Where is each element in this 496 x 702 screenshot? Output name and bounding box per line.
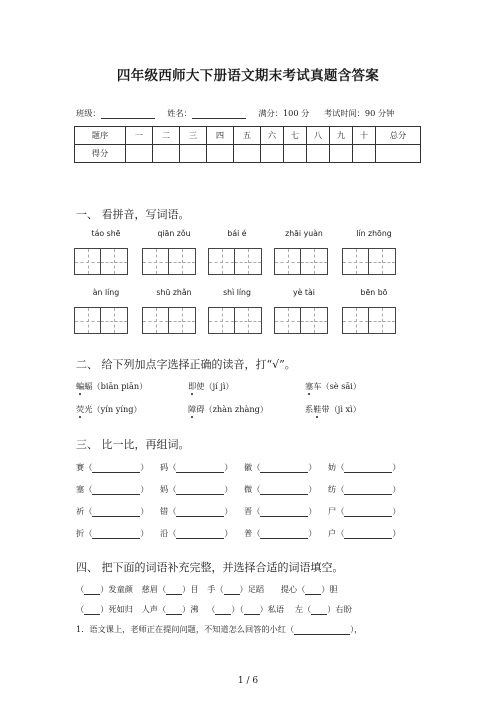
pinyin-label: yè tài	[293, 288, 315, 297]
score-cell[interactable]	[284, 145, 307, 163]
answer-blank[interactable]	[260, 463, 308, 473]
reading-item[interactable]	[188, 381, 234, 392]
idiom-text: ）私语	[259, 604, 285, 614]
compare-item[interactable]: 妨（ ）	[328, 462, 401, 472]
tianzi-pair[interactable]	[142, 248, 196, 275]
compare-char: 尸	[328, 506, 337, 516]
reading-options: 蝠（biān piān）	[84, 381, 148, 391]
score-header-cell: 八	[307, 127, 330, 145]
compare-char: 祈	[76, 506, 85, 516]
tianzi-pair[interactable]	[342, 307, 396, 334]
answer-blank[interactable]	[344, 507, 392, 517]
compare-item[interactable]: 尸（ ）	[328, 506, 401, 516]
compare-item[interactable]: 晋（ ）	[244, 506, 317, 516]
score-header-cell: 十	[353, 127, 376, 145]
score-cell[interactable]	[307, 145, 330, 163]
idiom-text: ）目	[182, 584, 199, 594]
answer-blank[interactable]	[92, 485, 140, 495]
reading-item[interactable]	[76, 404, 142, 415]
tianzi-pair[interactable]	[74, 307, 128, 334]
reading-item[interactable]	[76, 381, 147, 392]
compare-char: 折	[76, 528, 85, 538]
idiom-text: ）沸	[182, 604, 199, 614]
answer-blank[interactable]	[176, 463, 224, 473]
question-text: ），	[350, 624, 363, 634]
compare-char: 纺	[328, 484, 337, 494]
score-cell[interactable]	[234, 145, 261, 163]
answer-blank[interactable]	[84, 585, 100, 595]
info-line	[76, 108, 394, 119]
score-header-cell: 五	[234, 127, 261, 145]
compare-item[interactable]: 塞（ ）	[76, 484, 149, 494]
compare-char: 沿	[160, 528, 169, 538]
compare-item[interactable]: 微（ ）	[244, 484, 317, 494]
answer-blank[interactable]	[215, 605, 231, 615]
reading-options: 使（jí jì）	[196, 381, 234, 391]
compare-item[interactable]: 妈（ ）	[160, 484, 233, 494]
compare-item[interactable]: 码（ ）	[160, 462, 233, 472]
score-cell[interactable]	[261, 145, 284, 163]
score-label: 满分：100 分	[258, 108, 310, 118]
idiom-text: （	[207, 604, 216, 614]
answer-blank[interactable]	[92, 529, 140, 539]
compare-char: 赛	[76, 462, 85, 472]
reading-options: 带（jì xì）	[321, 404, 361, 414]
score-header-cell: 二	[153, 127, 180, 145]
answer-blank[interactable]	[344, 463, 392, 473]
pinyin-label: shū zhǎn	[156, 288, 192, 297]
score-table	[74, 126, 421, 163]
score-header-cell: 总分	[376, 127, 421, 145]
tianzi-pair[interactable]	[74, 248, 128, 275]
idiom-line-2	[76, 604, 352, 615]
score-cell[interactable]	[180, 145, 207, 163]
answer-blank[interactable]	[176, 529, 224, 539]
compare-char: 妈	[160, 484, 169, 494]
score-header-row	[75, 127, 421, 145]
compare-item[interactable]: 沿（ ）	[160, 528, 233, 538]
idiom-text: ）死如归	[100, 604, 133, 614]
answer-blank[interactable]	[166, 605, 182, 615]
compare-item[interactable]: 徽（ ）	[244, 462, 317, 472]
page-title: 四年级西师大下册语文期末考试真题含答案	[116, 68, 380, 84]
score-cell[interactable]	[126, 145, 153, 163]
idiom-line-1	[76, 584, 338, 595]
answer-blank[interactable]	[260, 529, 308, 539]
idiom-text: ）右盼	[327, 604, 352, 614]
pinyin-label: bái é	[227, 229, 247, 238]
page-number: 1 / 6	[237, 676, 259, 686]
answer-blank[interactable]	[244, 605, 260, 615]
idiom-text: 提心（	[280, 584, 306, 594]
idiom-text: ）发童颜	[100, 584, 133, 594]
question-text: 1．语文课上，老师正在提问问题，不知道怎么回答的小红（	[76, 624, 295, 634]
idiom-text: 慈眉（	[141, 584, 167, 594]
idiom-text: 人声（	[141, 604, 167, 614]
idiom-text: ）（	[231, 604, 244, 614]
tianzi-pair[interactable]	[274, 248, 328, 275]
score-cell[interactable]	[353, 145, 376, 163]
compare-item[interactable]: 纺（ ）	[328, 484, 401, 494]
reading-item[interactable]	[305, 404, 361, 415]
plain-char: 系	[305, 404, 314, 414]
tianzi-pair[interactable]	[208, 248, 262, 275]
pinyin-label: qiān zǒu	[157, 229, 191, 238]
compare-item[interactable]: 普（ ）	[244, 528, 317, 538]
time-label: 考试时间：90 分钟	[323, 108, 395, 118]
idiom-text: （	[76, 584, 85, 594]
answer-blank[interactable]	[166, 585, 182, 595]
answer-blank[interactable]	[260, 507, 308, 517]
name-label: 姓名：	[167, 108, 192, 118]
name-blank	[192, 109, 246, 119]
compare-char: 微	[244, 484, 253, 494]
compare-char: 码	[160, 462, 169, 472]
idiom-text: ）足蹈	[239, 584, 265, 594]
tianzi-pair[interactable]	[208, 307, 262, 334]
answer-blank[interactable]	[311, 605, 327, 615]
answer-blank[interactable]	[260, 485, 308, 495]
score-header-cell: 九	[330, 127, 353, 145]
reading-item[interactable]	[305, 381, 361, 392]
pinyin-label: táo shē	[91, 229, 121, 238]
pinyin-label: àn líng	[92, 288, 120, 297]
pinyin-label: zhāi yuàn	[285, 229, 323, 238]
class-blank	[101, 109, 155, 119]
compare-item[interactable]: 户（ ）	[328, 528, 401, 538]
question-line	[76, 624, 362, 635]
idiom-text: ）胆	[321, 584, 338, 594]
tianzi-pair[interactable]	[342, 248, 396, 275]
class-label: 班级：	[76, 108, 101, 118]
answer-blank[interactable]	[344, 485, 392, 495]
score-row-label: 得分	[75, 145, 126, 163]
compare-item[interactable]: 祈（ ）	[76, 506, 149, 516]
compare-char: 晋	[244, 506, 253, 516]
section4-heading: 四、 把下面的词语补充完整，并选择合适的词语填空。	[76, 561, 344, 574]
tianzi-pair[interactable]	[274, 307, 328, 334]
idiom-text: （	[76, 604, 85, 614]
section1-heading: 一、 看拼音，写词语。	[76, 208, 190, 221]
answer-blank[interactable]	[92, 463, 140, 473]
reading-options: 光（yín yíng）	[84, 404, 142, 414]
answer-blank[interactable]	[344, 529, 392, 539]
dotted-char: 蝙	[76, 381, 85, 391]
idiom-text: 手（	[207, 584, 224, 594]
compare-char: 徽	[244, 462, 253, 472]
answer-blank[interactable]	[294, 625, 350, 635]
answer-blank[interactable]	[84, 605, 100, 615]
answer-blank[interactable]	[224, 585, 240, 595]
section2-heading: 二、 给下列加点字选择正确的读音，打“√”。	[76, 358, 296, 371]
score-header-cell: 一	[126, 127, 153, 145]
score-header-cell: 三	[180, 127, 207, 145]
reading-options: 碍（zhàn zhàng）	[196, 404, 269, 414]
compare-char: 错	[160, 506, 169, 516]
score-header-cell: 六	[261, 127, 284, 145]
dotted-char: 塞	[305, 381, 314, 391]
score-header-cell: 题序	[75, 127, 126, 145]
answer-blank[interactable]	[176, 485, 224, 495]
idiom-text: 左（	[294, 604, 312, 614]
score-cell[interactable]	[376, 145, 421, 163]
reading-options: 车（sè sāi）	[313, 381, 362, 391]
score-header-cell: 四	[207, 127, 234, 145]
score-cell[interactable]	[153, 145, 180, 163]
score-value-row	[75, 145, 421, 163]
section3-heading: 三、 比一比，再组词。	[76, 438, 190, 451]
compare-item[interactable]: 赛（ ）	[76, 462, 149, 472]
dotted-char: 鞋	[313, 404, 322, 414]
pinyin-label: bēn bō	[360, 288, 388, 297]
compare-char: 普	[244, 528, 253, 538]
compare-char: 塞	[76, 484, 85, 494]
score-cell[interactable]	[330, 145, 353, 163]
answer-blank[interactable]	[176, 507, 224, 517]
pinyin-label: lín zhōng	[356, 229, 392, 238]
compare-char: 妨	[328, 462, 337, 472]
dotted-char: 即	[188, 381, 197, 391]
score-cell[interactable]	[207, 145, 234, 163]
pinyin-label: shì líng	[223, 288, 251, 297]
tianzi-pair[interactable]	[142, 307, 196, 334]
dotted-char: 障	[188, 404, 197, 414]
reading-item[interactable]	[188, 404, 268, 415]
answer-blank[interactable]	[92, 507, 140, 517]
dotted-char: 荧	[76, 404, 85, 414]
compare-char: 户	[328, 528, 337, 538]
compare-item[interactable]: 折（ ）	[76, 528, 149, 538]
compare-item[interactable]: 错（ ）	[160, 506, 233, 516]
answer-blank[interactable]	[305, 585, 321, 595]
score-header-cell: 七	[284, 127, 307, 145]
